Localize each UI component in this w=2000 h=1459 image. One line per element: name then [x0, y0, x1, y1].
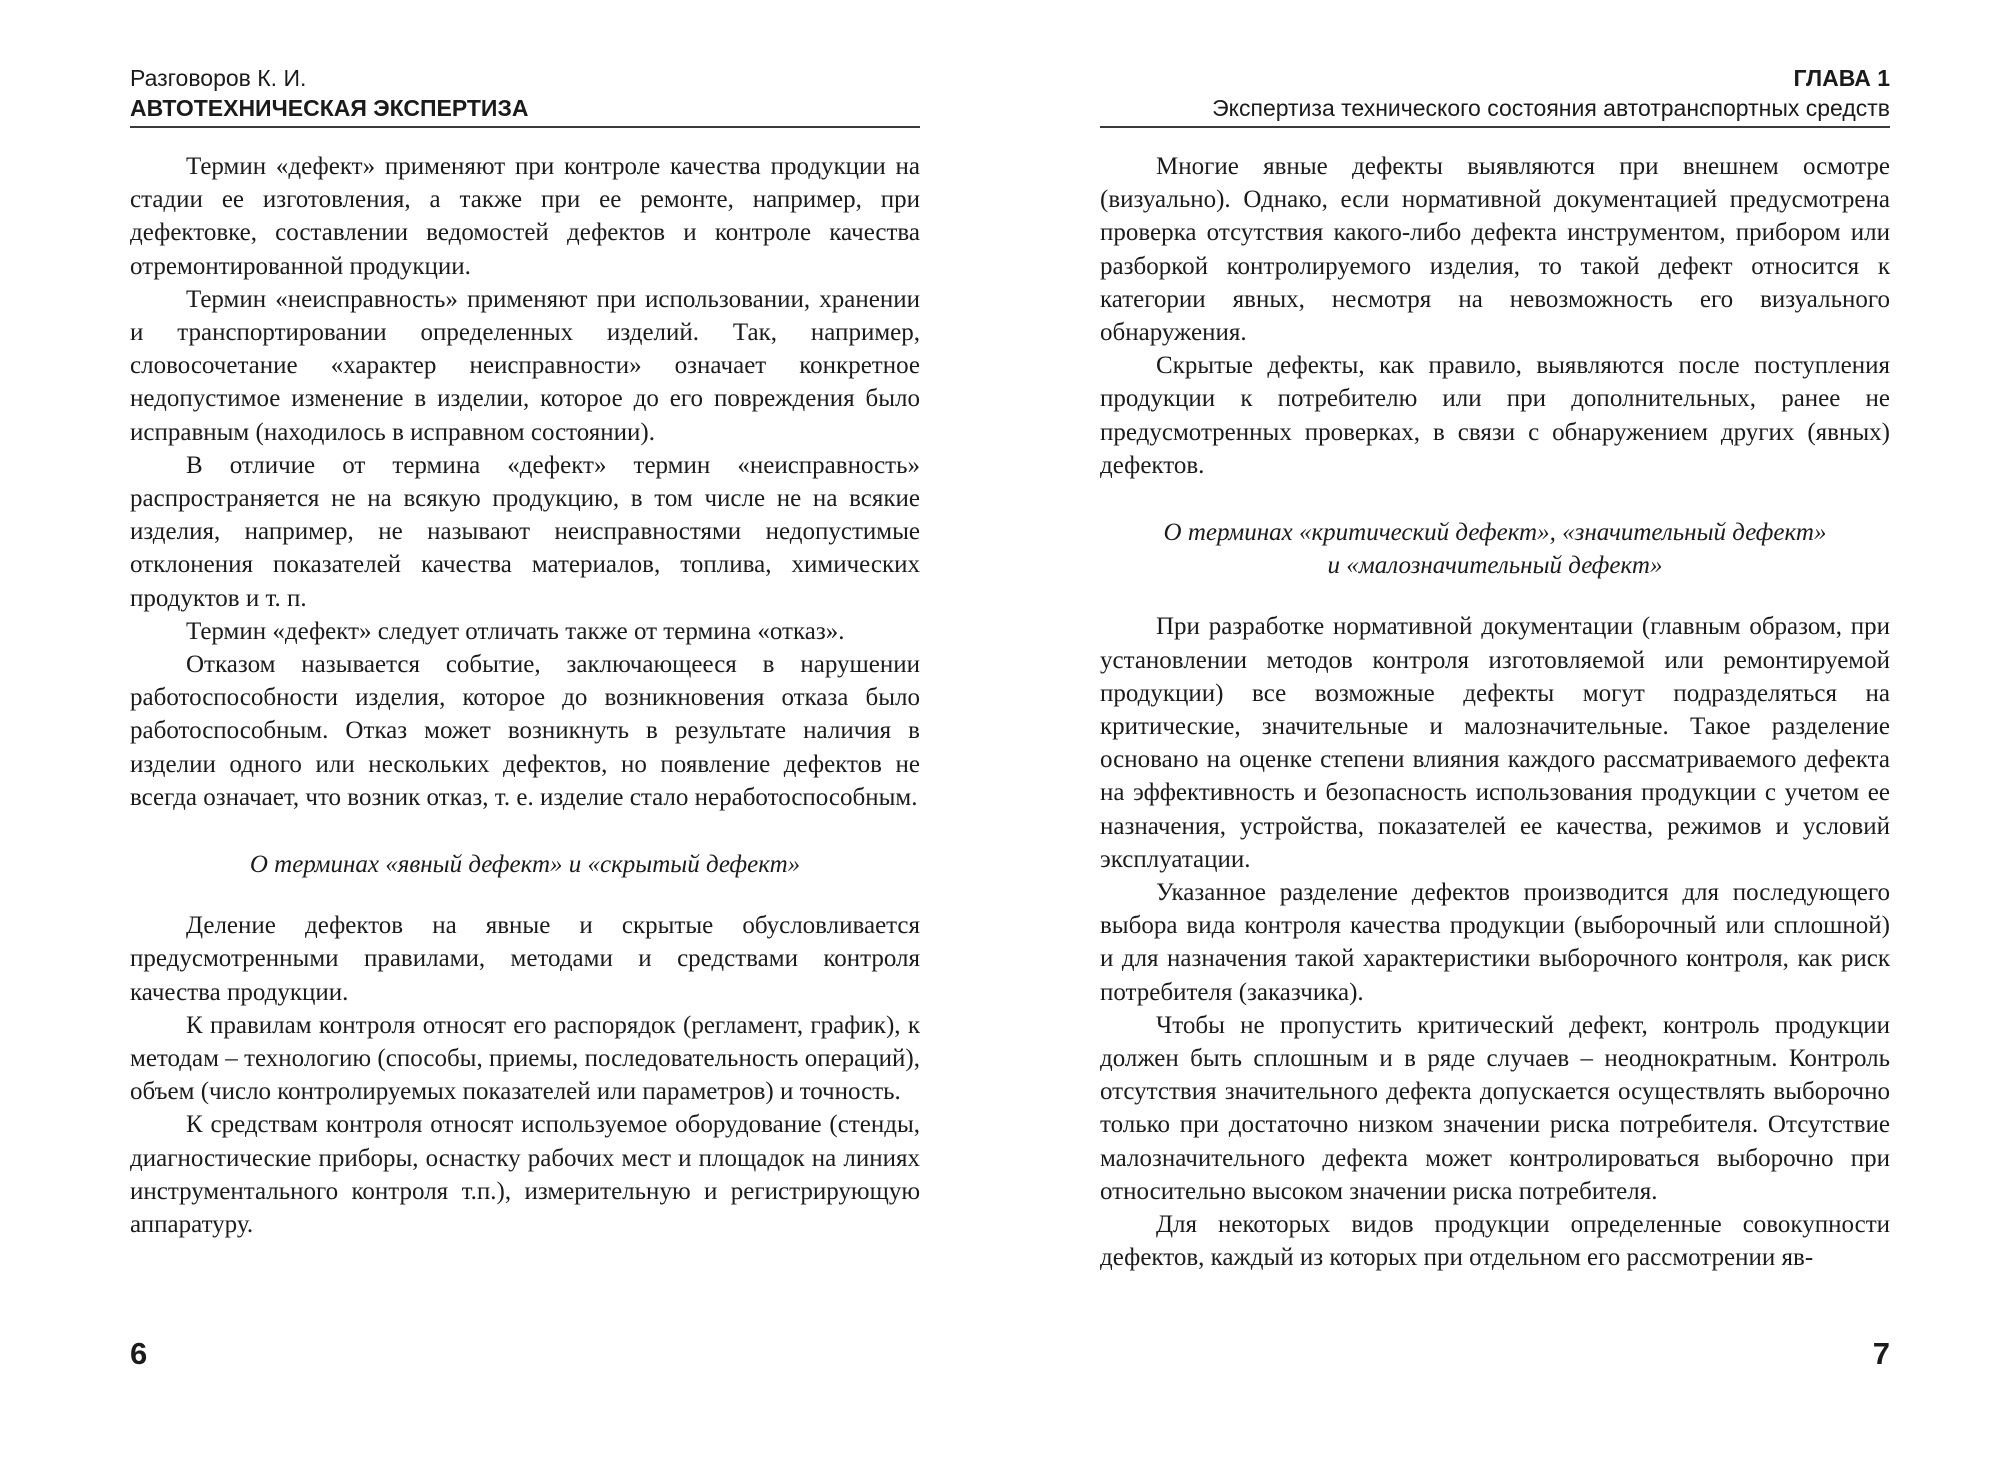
right-page-body [1100, 150, 1890, 1275]
left-page [130, 0, 920, 1459]
paragraph: Термин «неисправность» применяют при использовании, хранении и транспортировании определенных изделий. Так, например, словосочетание «характер неисправности» означает конкретное недопустимое изменение в изделии, которое до его повреждения было исправным (находилось в исправном состоянии). [130, 285, 920, 446]
section-heading: О терминах «явный дефект» и «скрытый дефект» [249, 851, 801, 879]
paragraph: К средствам контроля относят используемое оборудование (стенды, диагностические приборы, оснастку рабочих мест и площадок на линиях инструментального контроля т.п.), измерительную и регистрирующую аппаратуру. [130, 1111, 920, 1239]
author-name: Разговоров К. И. [130, 65, 307, 91]
paragraph: Термин «дефект» применяют при контроле качества продукции на стадии ее изготовления, а также при ее ремонте, например, при дефектовке, составлении ведомостей дефектов и контроле качества отремонтированной продукции. [130, 153, 920, 280]
paragraph: К правилам контроля относят его распорядок (регламент, график), к методам – технологию (способы, приемы, последовательность операций), объем (число контролируемых показателей или параметров) и точность. [130, 1011, 920, 1106]
paragraph: Указанное разделение дефектов производится для последующего выбора вида контроля качества продукции (выборочный или сплошной) и для назначения такой характеристики выборочного контроля, как риск потребителя (заказчика). [1100, 879, 1890, 1006]
left-page-body [130, 150, 920, 1241]
paragraph: Термин «дефект» следует отличать также от термина «отказ». [186, 617, 845, 645]
paragraph: Чтобы не пропустить критический дефект, контроль продукции должен быть сплошным и в ряде случаев – неоднократным. Контроль отсутствия значительного дефекта допускается осуществлять выборочно только при достаточно низком значении риска потребителя. Отсутствие малозначительного дефекта может контролироваться выборочно при относительно высоком значении риска потребителя. [1100, 1011, 1890, 1205]
chapter-title: Экспертиза технического состояния автотранспортных средств [1212, 95, 1890, 121]
section-heading-line-1: О терминах «критический дефект», «значительный дефект» [1163, 519, 1827, 547]
section-heading [1100, 516, 1890, 582]
book-title: АВТОТЕХНИЧЕСКАЯ ЭКСПЕРТИЗА [130, 95, 529, 121]
paragraph: Многие явные дефекты выявляются при внешнем осмотре (визуально). Однако, если нормативной документацией предусмотрена проверка отсутствия какого-либо дефекта инструментом, прибором или разборкой контролируемого изделия, то такой дефект относится к категории явных, несмотря на невозможность его визуального обнаружения. [1100, 153, 1890, 347]
paragraph: При разработке нормативной документации (главным образом, при установлении методов контроля изготовляемой или ремонтируемой продукции) все возможные дефекты могут подразделяться на критические, значительные и малозначительные. Такое разделение основано на оценке степени влияния каждого рассматриваемого дефекта на эффективность и безопасность использования продукции с учетом ее назначения, устройства, показателей ее качества, режимов и условий эксплуатации. [1100, 613, 1890, 873]
page-number: 7 [1872, 1336, 1890, 1371]
right-running-header [1100, 60, 1890, 128]
chapter-label: ГЛАВА 1 [1793, 65, 1890, 91]
paragraph: Для некоторых видов продукции определенные совокупности дефектов, каждый из которых при отдельном его рассмотрении яв- [1100, 1211, 1890, 1272]
paragraph: Скрытые дефекты, как правило, выявляются после поступления продукции к потребителю или при дополнительных, ранее не предусмотренных проверках, в связи с обнаружением других (явных) дефектов. [1100, 352, 1890, 479]
right-page [1100, 0, 1890, 1459]
paragraph: В отличие от термина «дефект» термин «неисправность» распространяется не на всякую продукцию, в том числе не на всякие изделия, например, не называют неисправностями недопустимые отклонения показателей качества материалов, топлива, химических продуктов и т. п. [130, 451, 920, 612]
left-running-header [130, 60, 920, 128]
page-number: 6 [130, 1336, 148, 1371]
paragraph: Деление дефектов на явные и скрытые обусловливается предусмотренными правилами, методами и средствами контроля качества продукции. [130, 912, 920, 1006]
paragraph: Отказом называется событие, заключающееся в нарушении работоспособности изделия, которое до возникновения отказа было работоспособным. Отказ может возникнуть в результате наличия в изделии одного или нескольких дефектов, но появление дефектов не всегда означает, что возник отказ, т. е. изделие стало неработоспособным. [130, 651, 920, 811]
section-heading-line-2: и «малозначительный дефект» [1327, 552, 1663, 580]
